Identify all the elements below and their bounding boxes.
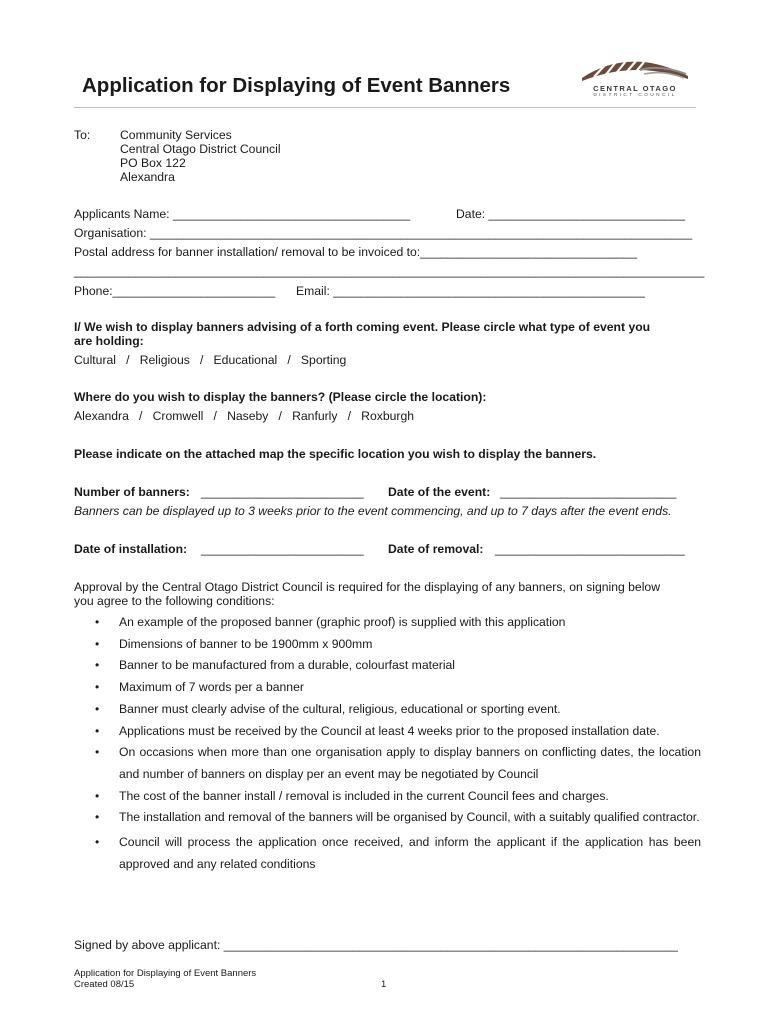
event-type-options[interactable]: Cultural / Religious / Educational / Sporting	[74, 353, 347, 367]
installation-date-label: Date of installation:	[74, 542, 188, 556]
council-logo	[580, 56, 690, 102]
condition-item: • The cost of the banner install / removal is included in the current Council fees and charges.	[91, 786, 701, 808]
application-date-field[interactable]: Date: _____________________________	[456, 207, 686, 221]
organisation-field[interactable]: Organisation: ________________________________________________________________________________	[74, 226, 693, 240]
postal-address-field[interactable]: Postal address for banner installation/ removal to be invoiced to:________________________________	[74, 245, 638, 259]
condition-item: • Banner to be manufactured from a durable, colourfast material	[91, 655, 701, 677]
condition-item: • Maximum of 7 words per a banner	[91, 677, 701, 699]
conditions-list	[91, 612, 701, 875]
recipient-line-1: Community Services	[120, 128, 232, 142]
event-type-prompt: I/ We wish to display banners advising of a forth coming event. Please circle what type of event you	[74, 320, 651, 334]
logo-subtitle: DISTRICT COUNCIL	[593, 93, 677, 98]
conditions-intro-cont: you agree to the following conditions:	[74, 594, 275, 608]
document-title: Application for Displaying of Event Banners	[82, 74, 511, 97]
phone-field[interactable]: Phone:________________________	[74, 284, 276, 298]
location-prompt: Where do you wish to display the banners? (Please circle the location):	[74, 390, 487, 404]
footer-doc-title: Application for Displaying of Event Banners	[74, 968, 257, 979]
condition-item: • Council will process the application once received, and inform the applicant if the application has been approved and any related conditions	[91, 832, 701, 875]
condition-item: • Applications must be received by the Council at least 4 weeks prior to the proposed installation date.	[91, 721, 701, 743]
number-of-banners-field[interactable]: ________________________	[201, 485, 364, 499]
number-of-banners-label: Number of banners:	[74, 485, 190, 499]
page-number: 1	[381, 979, 387, 990]
conditions-intro: Approval by the Central Otago District Council is required for the displaying of any banners, on signing below	[74, 580, 660, 594]
removal-date-label: Date of removal:	[388, 542, 484, 556]
title-divider	[74, 107, 696, 108]
recipient-label: To:	[74, 128, 91, 142]
condition-item: • Banner must clearly advise of the cultural, religious, educational or sporting event.	[91, 699, 701, 721]
event-type-prompt-cont: are holding:	[74, 334, 144, 348]
footer-created-date: Created 08/15	[74, 979, 135, 990]
event-date-field[interactable]: __________________________	[500, 485, 677, 499]
recipient-line-3: PO Box 122	[120, 156, 186, 170]
logo-name: CENTRAL OTAGO	[593, 84, 677, 93]
applicant-name-field[interactable]: Applicants Name: ___________________________________	[74, 207, 411, 221]
map-instruction: Please indicate on the attached map the specific location you wish to display the banners.	[74, 447, 597, 461]
postal-address-continuation-field[interactable]: _____________________________________________________________________________________________	[74, 264, 705, 278]
display-period-note: Banners can be displayed up to 3 weeks prior to the event commencing, and up to 7 days after the event ends.	[74, 504, 672, 518]
signature-field[interactable]: Signed by above applicant: ___________________________________________________________________	[74, 938, 678, 952]
email-field[interactable]: Email: ______________________________________________	[296, 284, 646, 298]
installation-date-field[interactable]: ________________________	[201, 542, 364, 556]
removal-date-field[interactable]: ____________________________	[495, 542, 685, 556]
recipient-line-4: Alexandra	[120, 170, 175, 184]
condition-item: • The installation and removal of the banners will be organised by Council, with a suitably qualified contractor.	[91, 807, 701, 829]
recipient-line-2: Central Otago District Council	[120, 142, 281, 156]
hills-mountain-logo-icon	[580, 56, 690, 84]
location-options[interactable]: Alexandra / Cromwell / Naseby / Ranfurly / Roxburgh	[74, 409, 415, 423]
condition-item: • Dimensions of banner to be 1900mm x 900mm	[91, 634, 701, 656]
condition-item: • On occasions when more than one organisation apply to display banners on conflicting dates, the location and number of banners on display per an event may be negotiated by Council	[91, 742, 701, 785]
event-date-label: Date of the event:	[388, 485, 491, 499]
condition-item: • An example of the proposed banner (graphic proof) is supplied with this application	[91, 612, 701, 634]
